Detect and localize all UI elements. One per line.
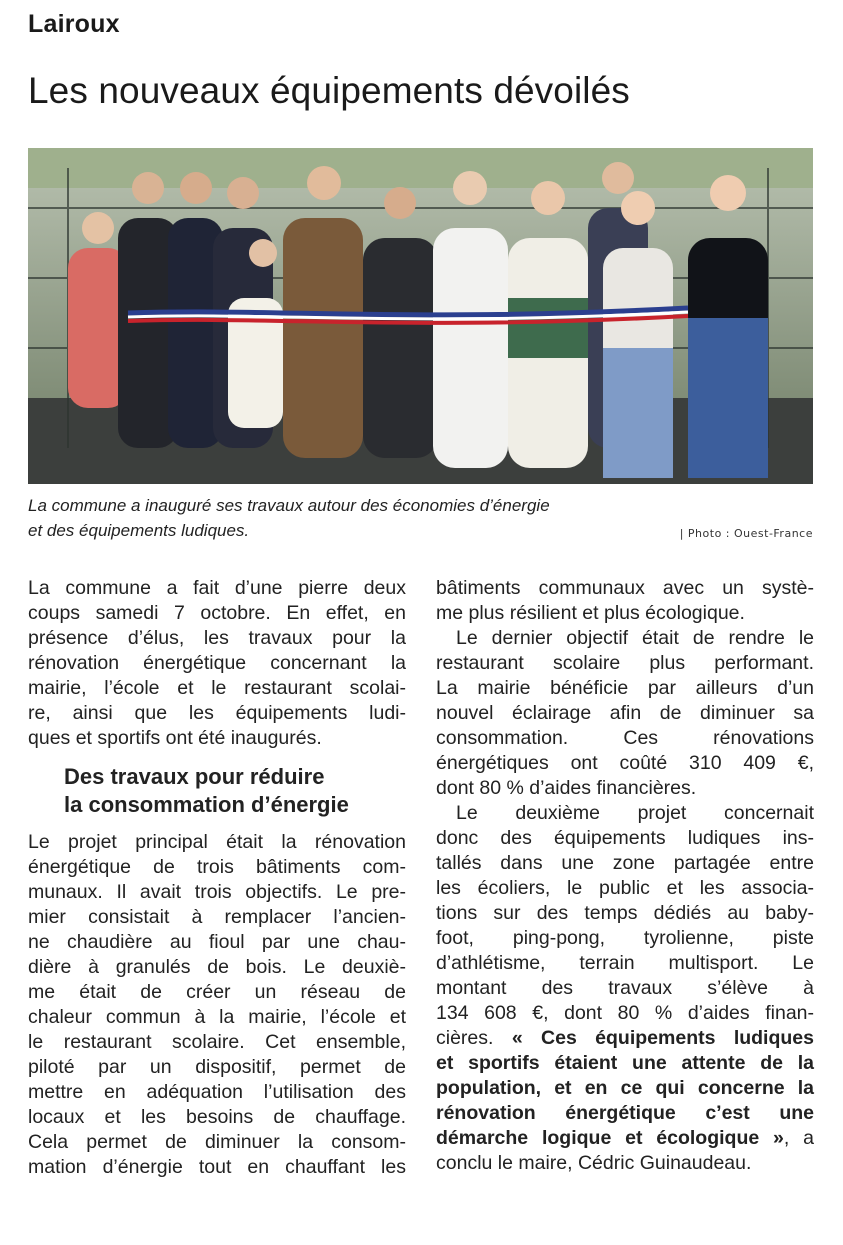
- text-line: tallés dans une zone partagée entre: [436, 852, 814, 874]
- subheading-line-1: Des travaux pour réduire: [64, 764, 325, 789]
- paragraph-main-project: [28, 830, 406, 1180]
- text-line: conclu le maire, Cédric Guinaudeau.: [436, 1152, 752, 1174]
- text-line: piloté par un dispositif, permet de: [28, 1056, 406, 1078]
- text-line: tions sur des temps dédiés au baby-: [436, 902, 814, 924]
- subheading-line-2: la consommation d’énergie: [64, 792, 349, 817]
- mayor-quote-part: « Ces équipements ludiques: [511, 1027, 814, 1049]
- text-line: locaux et les besoins de chauffage.: [28, 1106, 406, 1128]
- text-line: [436, 1026, 814, 1051]
- text-line: consommation. Ces rénovations: [436, 727, 814, 749]
- caption-line-2: et des équipements ludiques.: [28, 521, 250, 540]
- text-line: mier consistait à remplacer l’ancien-: [28, 906, 406, 928]
- text-line: Le deuxième projet concernait: [456, 802, 814, 824]
- photo-caption: [28, 493, 728, 543]
- text-line: mettre en adéquation l’utilisation des: [28, 1081, 406, 1103]
- text-line: Le dernier objectif était de rendre le: [456, 627, 814, 649]
- text-line: me plus résilient et plus écologique.: [436, 602, 745, 624]
- text-line: mairie, l’école et le restaurant scolai-: [28, 677, 406, 699]
- paragraph-second-project: [436, 801, 814, 1176]
- article-column-left: [28, 576, 406, 1180]
- text-line: re, ainsi que les équipements ludi-: [28, 702, 406, 724]
- text-line: énergétique de trois bâtiments com-: [28, 856, 406, 878]
- text-line: chaleur commun à la mairie, l’école et: [28, 1006, 406, 1028]
- text-line: ne chaudière au fioul par une chau-: [28, 931, 406, 953]
- article-kicker: Lairoux: [28, 10, 120, 38]
- mayor-quote-part: population, et en ce qui concerne la: [436, 1077, 814, 1099]
- text-fragment: , a: [783, 1127, 814, 1149]
- caption-line-1: La commune a inauguré ses travaux autour des économies d’énergie: [28, 496, 550, 515]
- text-line: énergétiques ont coûté 310 409 €,: [436, 752, 814, 774]
- ribbon-cutting-photo: [28, 148, 813, 484]
- article-column-right: [436, 576, 814, 1176]
- text-line: dont 80 % d’aides financières.: [436, 777, 697, 799]
- text-fragment: cières.: [436, 1027, 512, 1049]
- photo-credit: | Photo : Ouest-France: [679, 527, 813, 540]
- text-line: [436, 1126, 814, 1151]
- paragraph-last-objective: [436, 626, 814, 801]
- article-photo: [28, 148, 813, 484]
- article-subheading: [64, 763, 406, 819]
- text-line: le restaurant scolaire. Cet ensemble,: [28, 1031, 406, 1053]
- text-line: foot, ping-pong, tyrolienne, piste: [436, 927, 814, 949]
- mayor-quote-part: et sportifs étaient une attente de la: [436, 1052, 814, 1074]
- text-line: me était de créer un réseau de: [28, 981, 406, 1003]
- text-line: bâtiments communaux avec un systè-: [436, 577, 814, 599]
- text-line: Le projet principal était la rénovation: [28, 831, 406, 853]
- text-line: donc des équipements ludiques ins-: [436, 827, 814, 849]
- text-line: d’athlétisme, terrain multisport. Le: [436, 952, 814, 974]
- text-line: rénovation énergétique concernant la: [28, 652, 406, 674]
- text-line: 134 608 €, dont 80 % d’aides finan-: [436, 1002, 814, 1024]
- text-line: présence d’élus, les travaux pour la: [28, 627, 406, 649]
- text-line: les écoliers, le public et les associa-: [436, 877, 814, 899]
- text-line: montant des travaux s’élève à: [436, 977, 814, 999]
- text-line: mation d’énergie tout en chauffant les: [28, 1156, 406, 1178]
- text-line: La mairie bénéficie par ailleurs d’un: [436, 677, 814, 699]
- text-line: munaux. Il avait trois objectifs. Le pre-: [28, 881, 406, 903]
- text-line: restaurant scolaire plus performant.: [436, 652, 814, 674]
- text-line: nouvel éclairage afin de diminuer sa: [436, 702, 814, 724]
- article-headline: Les nouveaux équipements dévoilés: [28, 70, 630, 111]
- text-line: Cela permet de diminuer la consom-: [28, 1131, 406, 1153]
- mayor-quote-part: démarche logique et écologique »: [436, 1127, 784, 1149]
- text-line: dière à granulés de bois. Le deuxiè-: [28, 956, 406, 978]
- paragraph-intro: [28, 576, 406, 751]
- text-line: coups samedi 7 octobre. En effet, en: [28, 602, 406, 624]
- mayor-quote-part: rénovation énergétique c’est une: [436, 1102, 814, 1124]
- text-line: La commune a fait d’une pierre deux: [28, 577, 406, 599]
- text-line: ques et sportifs ont été inaugurés.: [28, 727, 322, 749]
- paragraph-continued: [436, 576, 814, 626]
